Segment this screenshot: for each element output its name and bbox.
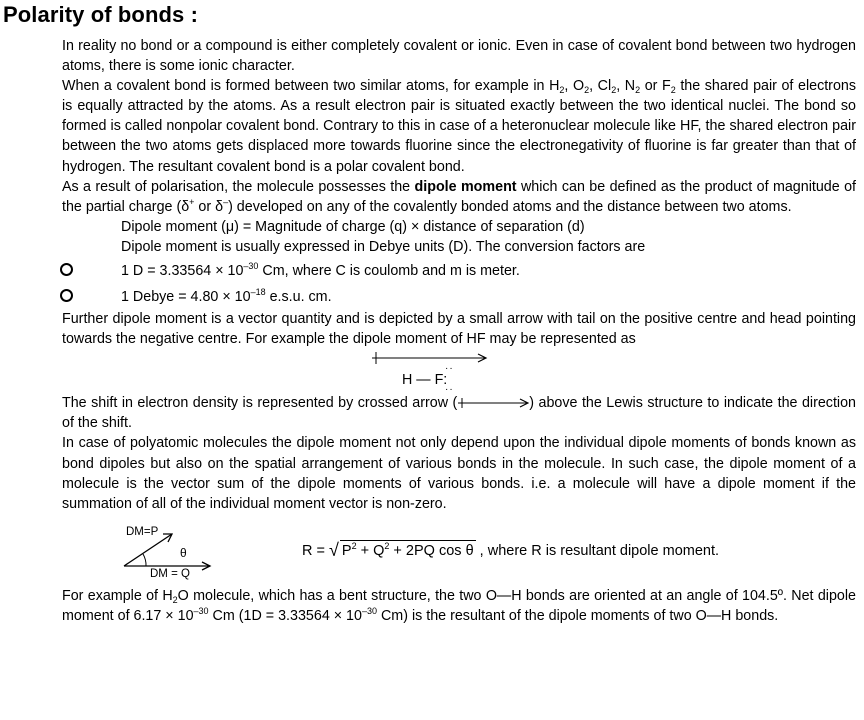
page-title: Polarity of bonds :: [3, 2, 199, 27]
lone-pair-dots: ··: [445, 384, 454, 396]
lone-pair-dots: ··: [445, 363, 454, 375]
vector-diagram: [62, 520, 856, 580]
bullet-item: 1 Debye = $4.80 \times 10^{-18}$ e.s.u. cm.: [121, 287, 856, 309]
debye-units-text: Dipole moment is usually expressed in Debye units (D). The conversion factors are: [121, 238, 646, 255]
resultant-formula: R = √ $P^2 + Q^2 + 2PQ$ cos θ , where R is resultant dipole moment.: [302, 539, 720, 560]
paragraph-vector-quantity: Further dipole moment is a vector quantity and is depicted by a small arrow with tail on the positive centre and head pointing towards the negative centre. For example the dipole moment of HF may be represented as: [62, 311, 856, 348]
dm-p-label: DM=P: [126, 525, 159, 538]
paragraph-water-example: For example of $H_2O$ molecule, which has a bent structure, the two O—H bonds are oriented at an angle of 104.5º. Net dipole moment of $6.17 \times 10^{-30}$ Cm ($1D = 3.33564 \times 10^{-30}$ Cm) is the resultant of the dipole moments of two O—H bonds.: [62, 587, 856, 624]
paragraph-intro: In reality no bond or a compound is either completely covalent or ionic. Even in case of covalent bond between two hydrogen atoms, there is some ionic character.: [62, 38, 856, 75]
crossed-arrow-icon: [457, 397, 529, 409]
hf-lewis-structure: H — F:: [402, 372, 448, 389]
hf-dipole-diagram: [62, 351, 856, 396]
bullet-item: 1 $D = 3.33564 \times 10^{-30}$ Cm, where C is coulomb and m is meter.: [121, 261, 856, 283]
equation-dipole-moment: Dipole moment (μ) = Magnitude of charge (q) × distance of separation (d): [121, 218, 585, 235]
dm-q-label: DM = Q: [150, 567, 190, 580]
circle-bullet-icon: [60, 289, 73, 302]
paragraph-crossed-arrow: The shift in electron density is represented by crossed arrow ( ) above the Lewis structure to indicate the direction of the shift.: [62, 395, 856, 432]
paragraph-dipole-definition: As a result of polarisation, the molecule possesses the dipole moment which can be defined as the product of magnitude of the partial charge (δ+ or δ–) developed on any of the covalently bonded atoms and the distance between two atoms.: [62, 178, 857, 215]
paragraph-nonpolar: When a covalent bond is formed between two similar atoms, for example in $H_2$, $O_2$, $Cl_2$, $N_2$ or $F_2$ the shared pair of electrons is equally attracted by the atoms. As a result electron pair is situated exactly between the two identical nuclei. The bond so formed is called nonpolar covalent bond. Contrary to this in case of a heteronuclear molecule like HF, the shared electron pair between the two atoms gets displaced more towards fluorine since the electronegativity of fluorine is far greater than that of hydrogen. The resultant covalent bond is a polar covalent bond.: [62, 78, 856, 175]
circle-bullet-icon: [60, 263, 73, 276]
paragraph-polyatomic: In case of polyatomic molecules the dipole moment not only depend upon the individual dipole moments of bonds known as bond dipoles but also on the spatial arrangement of various bonds in the molecule. In such case, the dipole moment of a molecule is the vector sum of the dipole moments of various bonds. i.e. a molecule will have a dipole moment if the summation of all of the individual moment vector is non-zero.: [62, 435, 856, 512]
crossed-arrow-icon: [370, 351, 490, 365]
theta-label: θ: [180, 545, 187, 560]
content: [62, 36, 856, 626]
